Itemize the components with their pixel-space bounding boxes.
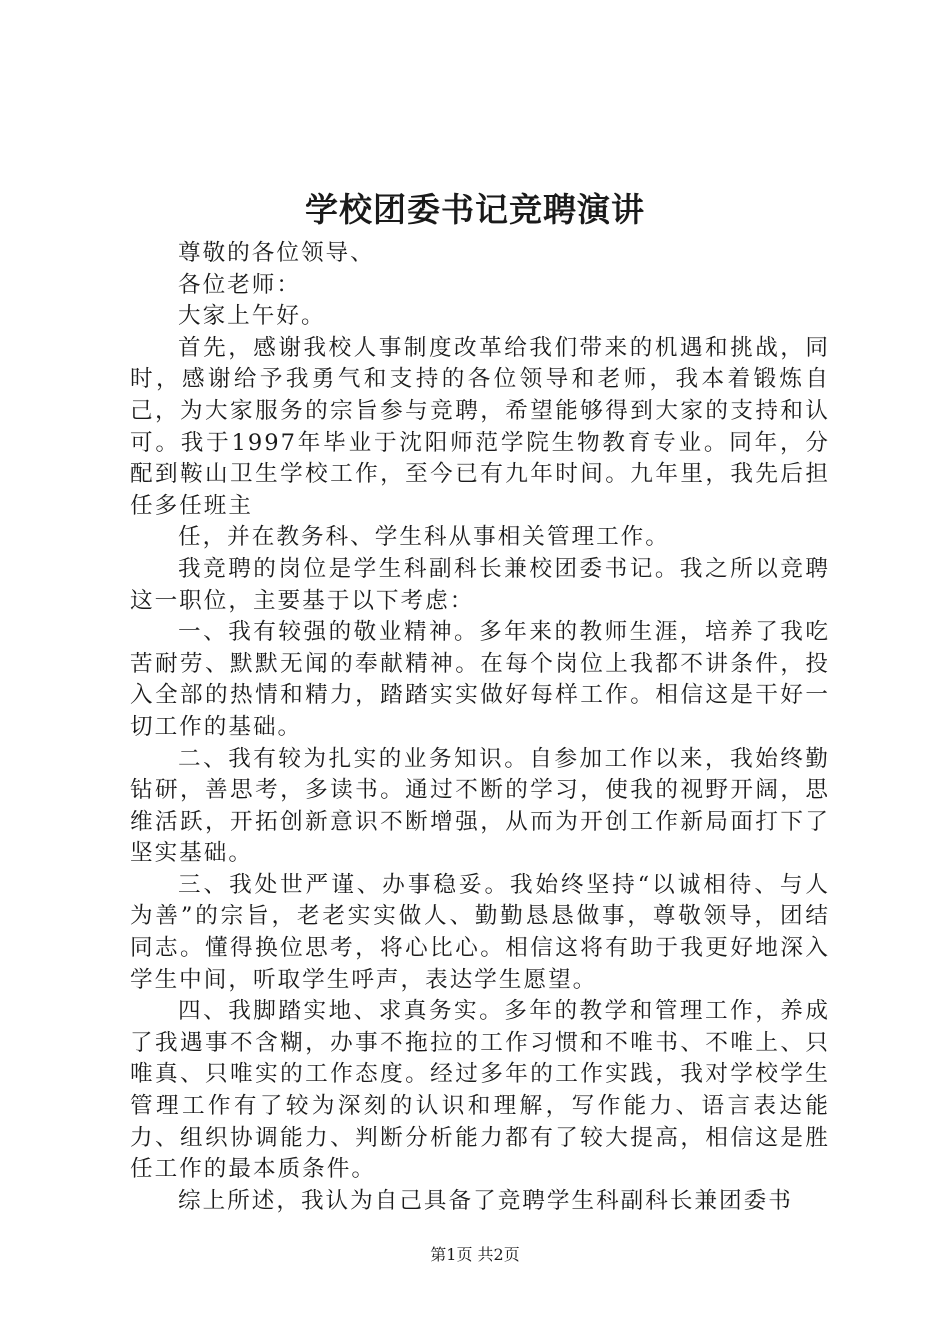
body-paragraph: 三、我处世严谨、办事稳妥。我始终坚持“以诚相待、与人为善”的宗旨，老老实实做人、勤勤恳恳做事，尊敬领导，团结同志。懂得换位思考，将心比心。相信这将有助于我更好地深入学生中间，听取学生呼声，表达学生愿望。 — [130, 871, 830, 993]
body-paragraph: 首先，感谢我校人事制度改革给我们带来的机遇和挑战，同时，感谢给予我勇气和支持的各位领导和老师，我本着锻炼自己，为大家服务的宗旨参与竞聘，希望能够得到大家的支持和认可。我于1997年毕业于沈阳师范学院生物教育专业。同年，分配到鞍山卫生学校工作，至今已有九年时间。九年里，我先后担任多任班主 — [130, 334, 830, 519]
body-paragraph: 综上所述，我认为自己具备了竞聘学生科副科长兼团委书 — [178, 1187, 793, 1214]
body-paragraph: 一、我有较强的敬业精神。多年来的教师生涯，培养了我吃苦耐劳、默默无闻的奉献精神。在每个岗位上我都不讲条件，投入全部的热情和精力，踏踏实实做好每样工作。相信这是干好一切工作的基础。 — [130, 619, 830, 740]
page-number-footer: 第1页 共2页 — [430, 1245, 520, 1264]
body-paragraph: 任，并在教务科、学生科从事相关管理工作。 — [178, 524, 670, 551]
body-paragraph: 四、我脚踏实地、求真务实。多年的教学和管理工作，养成了我遇事不含糊，办事不拖拉的工作习惯和不唯书、不唯上、只唯真、只唯实的工作态度。经过多年的工作实践，我对学校学生管理工作有了较为深刻的认识和理解，写作能力、语言表达能力、组织协调能力、判断分析能力都有了较大提高，相信这是胜任工作的最本质条件。 — [130, 998, 830, 1183]
salutation-line: 尊敬的各位领导、 — [178, 240, 375, 266]
greeting-line: 大家上午好。 — [178, 303, 326, 330]
document-body — [130, 238, 830, 1217]
body-paragraph: 我竞聘的岗位是学生科副科长兼校团委书记。我之所以竞聘这一职位，主要基于以下考虑： — [130, 555, 830, 614]
document-title: 学校团委书记竞聘演讲 — [305, 190, 645, 229]
salutation-line: 各位老师： — [178, 271, 301, 298]
body-paragraph: 二、我有较为扎实的业务知识。自参加工作以来，我始终勤钻研，善思考，多读书。通过不断的学习，使我的视野开阔，思维活跃，开拓创新意识不断增强，从而为开创工作新局面打下了坚实基础。 — [130, 745, 830, 867]
